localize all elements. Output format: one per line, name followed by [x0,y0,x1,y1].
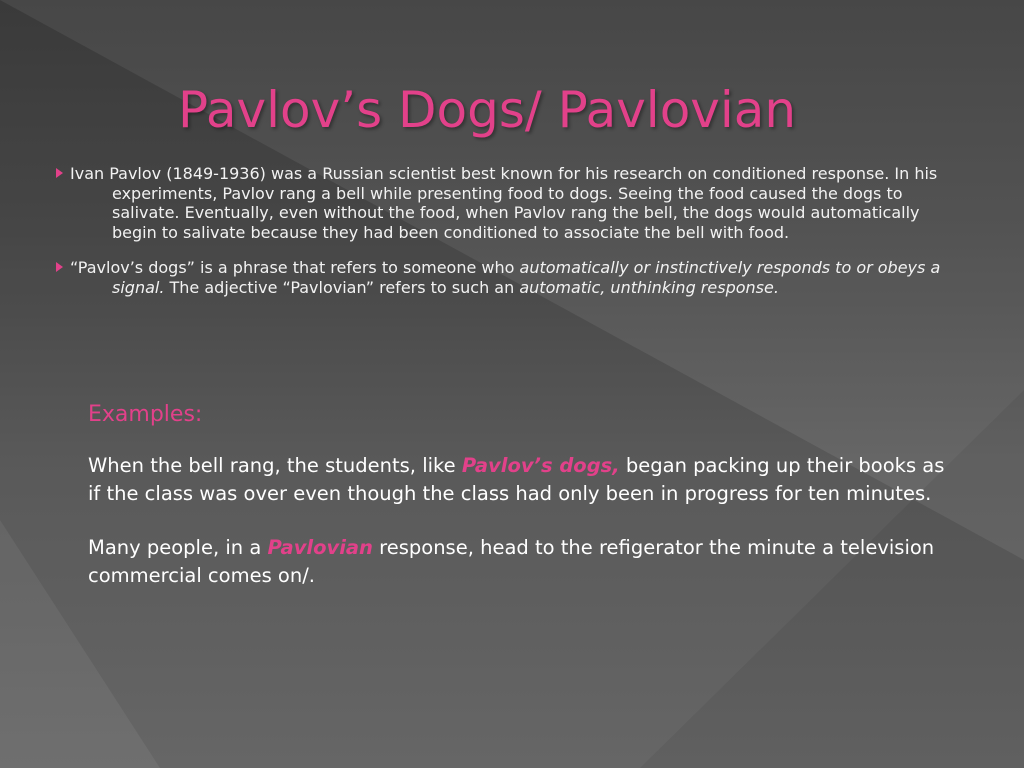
example-item [88,452,948,508]
bullet-pavlovs-dogs-definition [70,258,950,297]
example-2-highlight: Pavlovian [267,536,373,559]
example-2-text-before: Many people, in a [88,536,268,559]
example-item [88,534,948,590]
definition-italic-1: automatically or instinctively responds to or obeys a signal. [112,258,941,297]
definition-text-part1: “Pavlov’s dogs” is a phrase that refers to someone who [70,258,520,277]
example-1-highlight: Pavlov’s dogs, [461,454,620,477]
examples-section [88,400,948,616]
definition-italic-2: automatic, unthinking response. [519,277,779,297]
examples-heading: Examples: [88,402,203,427]
bullet-marker-icon [56,168,63,178]
bullet-marker-icon [56,262,63,272]
slide-title: Pavlov’s Dogs/ Pavlovian [178,81,797,139]
example-1-text-after: began packing up their books as if the class was over even though the class had only been in progress for ten minutes. [88,454,945,505]
bullet-list [70,164,950,313]
example-1-text-before: When the bell rang, the students, like [88,454,462,477]
bullet-pavlov-bio [70,164,950,242]
bullet-pavlov-bio-text: Ivan Pavlov (1849-1936) was a Russian scientist best known for his research on conditioned response. In his experiments, Pavlov rang a bell while presenting food to dogs. Seeing the food caused the dogs to salivate. Eventually, even without the food, when Pavlov rang the bell, the dogs would automatically begin to salivate because they had been conditioned to associate the bell with food. [70,164,938,242]
definition-text-part2: The adjective “Pavlovian” refers to such an [164,277,520,297]
example-2-text-after: response, head to the refigerator the minute a television commercial comes on/. [88,536,935,587]
